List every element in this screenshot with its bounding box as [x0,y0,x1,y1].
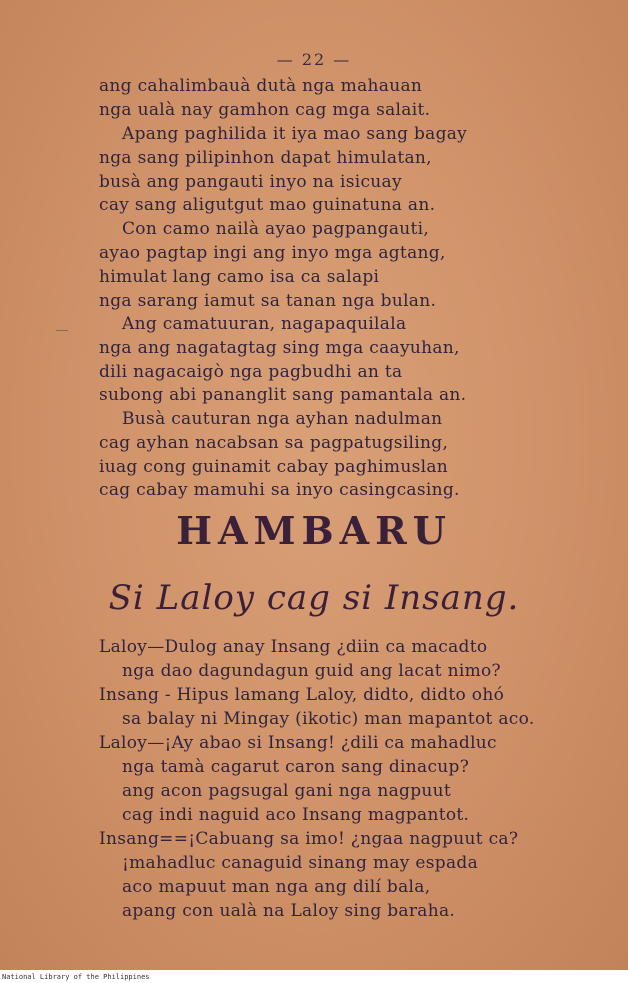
prose-line: iuag cong guinamit cabay paghimuslan [99,457,449,477]
dialogue-line: Insang - Hipus lamang Laloy, didto, didto ohó [99,685,505,705]
dialogue-line: ¡mahadluc canaguid sinang may espada [122,853,479,873]
page-number: — 22 — [276,50,352,69]
dialogue-line: Laloy—Dulog anay Insang ¿diin ca macadto [99,637,488,657]
prose-line: nga ualà nay gamhon cag mga salait. [99,100,431,120]
section-title: HAMBARU [176,508,452,553]
section-subtitle: Si Laloy cag si Insang. [108,578,520,618]
prose-line: cag cabay mamuhi sa inyo casingcasing. [99,480,460,500]
dialogue-line: Laloy—¡Ay abao si Insang! ¿dili ca mahadluc [99,733,497,753]
prose-line: nga sang pilipinhon dapat himulatan, [99,148,432,168]
dialogue-line: sa balay ni Mingay (ikotic) man mapantot aco. [122,709,535,729]
prose-line: ang cahalimbauà dutà nga mahauan [99,76,423,96]
prose-line: cay sang aligutgut mao guinatuna an. [99,195,436,215]
prose-line: Con camo nailà ayao pagpangauti, [122,219,430,239]
prose-line: busà ang pangauti inyo na isicuay [99,172,402,192]
prose-line: Ang camatuuran, nagapaquilala [122,314,407,334]
prose-line: Apang paghilida it iya mao sang bagay [122,124,468,144]
prose-line: nga sarang iamut sa tanan nga bulan. [99,291,437,311]
dialogue-line: apang con ualà na Laloy sing baraha. [122,901,456,921]
dialogue-line: ang acon pagsugal gani nga nagpuut [122,781,451,801]
prose-line: dili nagacaigò nga pagbudhi an ta [99,362,403,382]
dialogue-line: nga tamà cagarut caron sang dinacup? [122,757,470,777]
margin-mark [56,330,68,331]
prose-line: Busà cauturan nga ayhan nadulman [122,409,443,429]
prose-line: subong abi pananglit sang pamantala an. [99,385,467,405]
prose-line: himulat lang camo isa ca salapi [99,267,380,287]
dialogue-line: nga dao dagundagun guid ang lacat nimo? [122,661,501,681]
prose-line: ayao pagtap ingi ang inyo mga agtang, [99,243,446,263]
prose-line: cag ayhan nacabsan sa pagpatugsiling, [99,433,449,453]
dialogue-line: aco mapuut man nga ang dilí bala, [122,877,431,897]
dialogue-line: cag indi naguid aco Insang magpantot. [122,805,470,825]
footer-credit: National Library of the Philippines [2,973,150,981]
dialogue-line: Insang==¡Cabuang sa imo! ¿ngaa nagpuut ca? [99,829,519,849]
prose-line: nga ang nagatagtag sing mga caayuhan, [99,338,460,358]
